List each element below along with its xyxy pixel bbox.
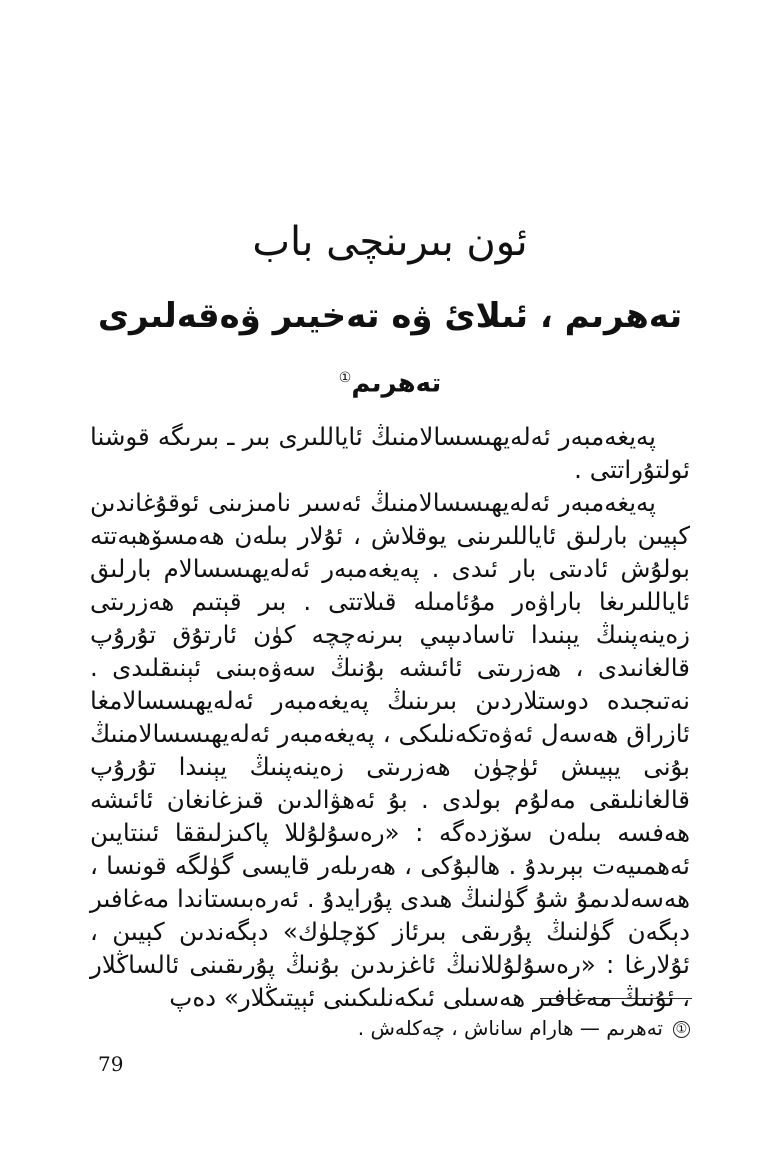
subsection-title-text: تەھرىم bbox=[351, 368, 442, 399]
page-number: 79 bbox=[98, 1052, 124, 1076]
chapter-title: ئون بىرىنچى باب bbox=[252, 219, 528, 265]
footnote-text: تەھرىم — ھارام ساناش ، چەكلەش . bbox=[357, 1016, 663, 1040]
footnote-reference: ① bbox=[338, 370, 352, 386]
paragraph: پەيغەمبەر ئەلەيھىسسالامنىڭ ئەسىر نامىزىنى ئوقۇغاندىن كېيىن بارلىق ئاياللىرىنى يوقلاش ، ئۇلار بىلەن ھەمسۆھبەتتە بولۇش ئادىتى بار ئىدى . پەيغەمبەر ئەلەيھىسسالام بارلىق ئاياللىرىغا باراۋەر مۇئامىلە قىلاتتى . بىر قېتىم ھەزرىتى زەينەپنىڭ يېنىدا تاسادىپىي بىرنەچچە كۈن ئارتۇق تۇرۇپ قالغانىدى ، ھەزرىتى ئائىشە بۇنىڭ سەۋەبىنى ئېنىقلىدى . نەتىجىدە دوستلاردىن بىرىنىڭ پەيغەمبەر ئەلەيھىسسالامغا ئازراق ھەسەل ئەۋەتكەنلىكى ، پەيغەمبەر ئەلەيھىسسالامنىڭ بۇنى يېيىش ئۈچۈن ھەزرىتى زەينەپنىڭ يېنىدا تۇرۇپ قالغانلىقى مەلۇم بولدى . بۇ ئەھۋالدىن قىزغانغان ئائىشە ھەفسە بىلەن سۆزدەگە : «رەسۇلۇللا پاكىزلىققا ئىنتايىن ئەھمىيەت بېرىدۇ . ھالبۇكى ، ھەرىلەر قايسى گۈلگە قونسا ، ھەسەلدىمۇ شۇ گۈلنىڭ ھىدى پۇرايدۇ . ئەرەبىستاندا مەغافىر دېگەن گۈلنىڭ پۇرىقى بىرئاز كۆچلۈك» دېگەندىن كېيىن ، ئۇلارغا : «رەسۇلۇللانىڭ ئاغزىدىن بۇنىڭ پۇرىقىنى ئالساڭلار ، ئۇنىڭ مەغافىر ھەسىلى ئىكەنلىكىنى ئېيتىڭلار» دەپ bbox=[90, 488, 690, 1012]
footnote-divider bbox=[540, 998, 692, 999]
paragraph: پەيغەمبەر ئەلەيھىسسالامنىڭ ئاياللىرى بىر ـ بىرىگە قوشنا ئولتۇراتتى . bbox=[90, 422, 690, 484]
subsection-title bbox=[200, 356, 580, 406]
body-text bbox=[90, 420, 690, 1014]
footnote bbox=[200, 1012, 690, 1044]
section-title: تەھرىم ، ئىلائ ۋە تەخيىر ۋەقەلىرى bbox=[97, 296, 683, 336]
footnote-marker: ① bbox=[673, 1021, 690, 1038]
